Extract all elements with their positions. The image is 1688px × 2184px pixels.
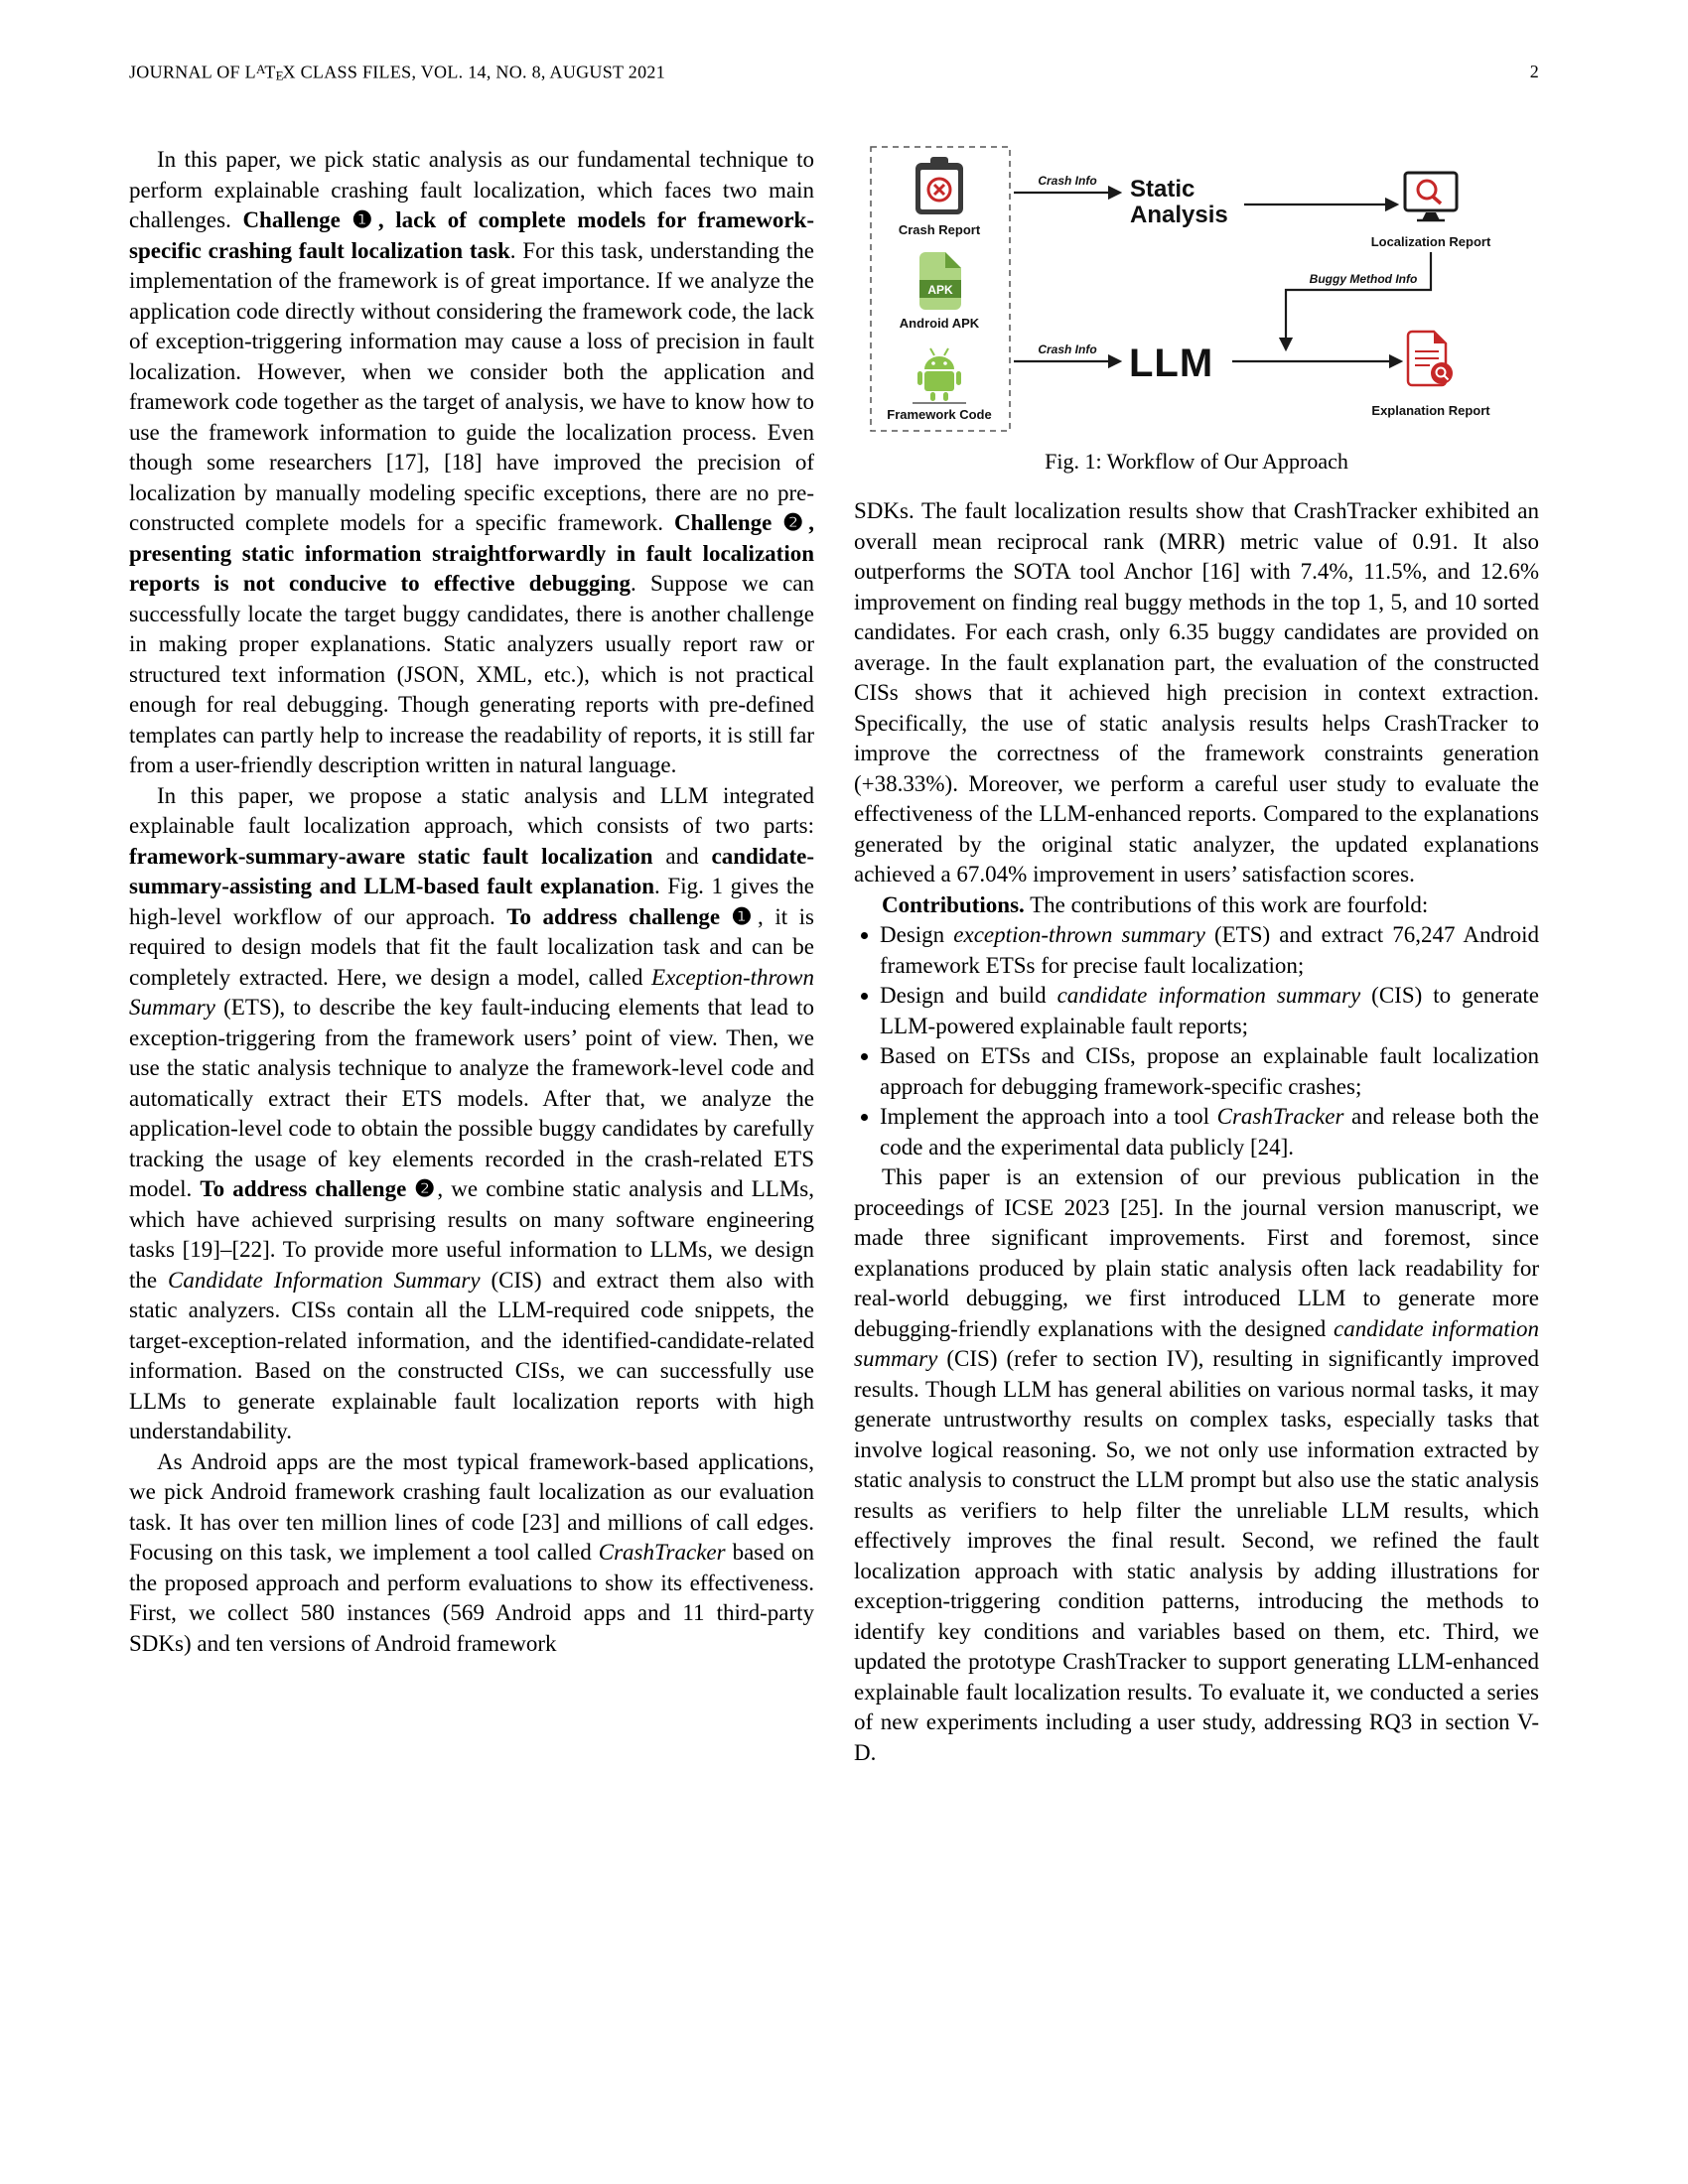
crash-info-bottom-label: Crash Info (1038, 342, 1097, 356)
framework-code-icon (913, 348, 966, 403)
workflow-diagram (869, 145, 1524, 435)
contribution-item: Design and build candidate information summary (CIS) to generate LLM-powered explainable fault reports; (854, 981, 1539, 1041)
crash-info-top-label: Crash Info (1038, 174, 1097, 188)
running-header (129, 62, 1539, 84)
body-paragraph: This paper is an extension of our previous publication in the proceedings of ICSE 2023 [25]. In the journal version manuscript, we made three significant improvements. First and foremost, since explanations produced by plain static analysis often lack readability for real-world debugging, we first introduced LLM to generate more debugging-friendly explanations with the designed candidate information summary (CIS) (refer to section IV), resulting in significantly improved results. Though LLM has general abilities on various normal tasks, it may generate untrustworthy results on complex tasks, especially tasks that involve logical reasoning. So, we not only use information extracted by static analysis to construct the LLM prompt but also use the static analysis results as verifiers to help filter the unreliable LLM results, which effectively improves the final result. Second, we refined the fault localization approach with static analysis by adding illustrations for exception-triggering condition patterns, introducing the methods to identify key conditions and variables based on them, etc. Third, we updated the prototype CrashTracker to support generating LLM-enhanced explainable fault localization results. To evaluate it, we conducted a series of new experiments including a user study, addressing RQ3 in section V-D. (854, 1164, 1539, 1765)
buggy-method-info-label: Buggy Method Info (1309, 272, 1418, 286)
explanation-report-label: Explanation Report (1371, 403, 1490, 418)
static-analysis-label-line1: Static (1130, 176, 1196, 203)
framework-code-label: Framework Code (887, 407, 992, 422)
llm-label: LLM (1129, 341, 1214, 385)
left-column (129, 145, 814, 1659)
contribution-item: Implement the approach into a tool CrashTracker and release both the code and the experimental data publicly [24]. (854, 1102, 1539, 1162)
body-paragraph: SDKs. The fault localization results show that CrashTracker exhibited an overall mean reciprocal rank (MRR) metric value of 0.91. It also outperforms the SOTA tool Anchor [16] with 7.4%, 11.5%, and 12.6% improvement on finding real buggy methods in the top 1, 5, and 10 sorted candidates. For each crash, only 6.35 buggy candidates are provided on average. In the fault explanation part, the evaluation of the constructed CISs shows that it achieved high precision in context extraction. Specifically, the use of static analysis results helps CrashTracker to improve the correctness of the framework constraints generation (+38.33%). Moreover, we perform a careful user study to evaluate the effectiveness of the LLM-enhanced reports. Compared to the explanations generated by the original static analyzer, the updated explanations achieved a 67.04% improvement in users’ satisfaction scores. (854, 498, 1539, 887)
contribution-item: Design exception-thrown summary (ETS) and extract 76,247 Android framework ETSs for precise fault localization; (854, 920, 1539, 981)
localization-report-label: Localization Report (1370, 234, 1491, 249)
page-number: 2 (1529, 62, 1539, 82)
contributions-lead-paragraph: Contributions. The contributions of this work are fourfold: (882, 891, 1429, 917)
figure-caption: Fig. 1: Workflow of Our Approach (1045, 449, 1348, 474)
right-column (854, 145, 1539, 1768)
body-paragraph: In this paper, we propose a static analysis and LLM integrated explainable fault localization approach, which consists of two parts: framework-summary-aware static fault localization and candidate-summary-assisting and LLM-based fault explanation. Fig. 1 gives the high-level workflow of our approach. To address challenge ❶, it is required to design models that fit the fault localization task and can be completely extracted. Here, we design a model, called Exception-thrown Summary (ETS), to describe the key fault-inducing elements that lead to exception-triggering from the framework users’ point of view. Then, we use the static analysis technique to analyze the framework-level code and automatically extract their ETS models. After that, we analyze the application-level code to obtain the possible buggy candidates by carefully tracking the usage of key elements recorded in the crash-related ETS model. To address challenge ❷, we combine static analysis and LLMs, which have achieved surprising results on many software engineering tasks [19]–[22]. To provide more useful information to LLMs, we design the Candidate Information Summary (CIS) and extract them also with static analyzers. CISs contain all the LLM-required code snippets, the target-exception-related information, and the identified-candidate-related information. Based on the constructed CISs, we can successfully use LLMs to generate explainable fault localization reports with high understandability. (129, 782, 814, 1443)
journal-title: JOURNAL OF $L^ATEX$ CLASS FILES, VOL. 14, NO. 8, AUGUST 2021 (129, 62, 666, 83)
explanation-report-icon (1408, 332, 1453, 385)
body-paragraph: In this paper, we pick static analysis as our fundamental technique to perform explainable crashing fault localization, which faces two main challenges. Challenge ❶, lack of complete models for framework-specific crashing fault localization task. For this task, understanding the implementation of the framework is of great importance. If we analyze the application code directly without considering the framework code, the lack of exception-triggering information may cause a loss of precision in fault localization. However, when we consider both the application and framework code together as the target of analysis, we have to know how to use the framework information to guide the localization process. Even though some researchers [17], [18] have improved the precision of localization by manually modeling specific exceptions, there are no pre-constructed complete models for a specific framework. Challenge ❷, presenting static information straightforwardly in fault localization reports is not conducive to effective debugging. Suppose we can successfully locate the target buggy candidates, there is another challenge in making proper explanations. Static analyzers usually report raw or structured text information (JSON, XML, etc.), which is not practical enough for real debugging. Though generating reports with pre-defined templates can partly help to increase the readability of reports, it is still far from a user-friendly description written in natural language. (129, 147, 814, 777)
figure-1-workflow (854, 145, 1539, 477)
apk-badge-text: APK (927, 283, 953, 297)
crash-report-label: Crash Report (898, 222, 981, 237)
contributions-list (854, 920, 1539, 1162)
body-paragraph: As Android apps are the most typical framework-based applications, we pick Android framework crashing fault localization as our evaluation task. It has over ten million lines of code [23] and millions of call edges. Focusing on this task, we implement a tool called CrashTracker based on the proposed approach and perform evaluations to show its effectiveness. First, we collect 580 instances (569 Android apps and 11 third-party SDKs) and ten versions of Android framework (129, 1448, 814, 1656)
static-analysis-label-line2: Analysis (1130, 202, 1228, 228)
localization-report-icon (1405, 173, 1457, 220)
android-apk-label: Android APK (899, 316, 980, 331)
contribution-item: Based on ETSs and CISs, propose an explainable fault localization approach for debugging framework-specific crashes; (854, 1041, 1539, 1102)
android-apk-icon (919, 252, 961, 310)
crash-report-icon (915, 157, 963, 214)
